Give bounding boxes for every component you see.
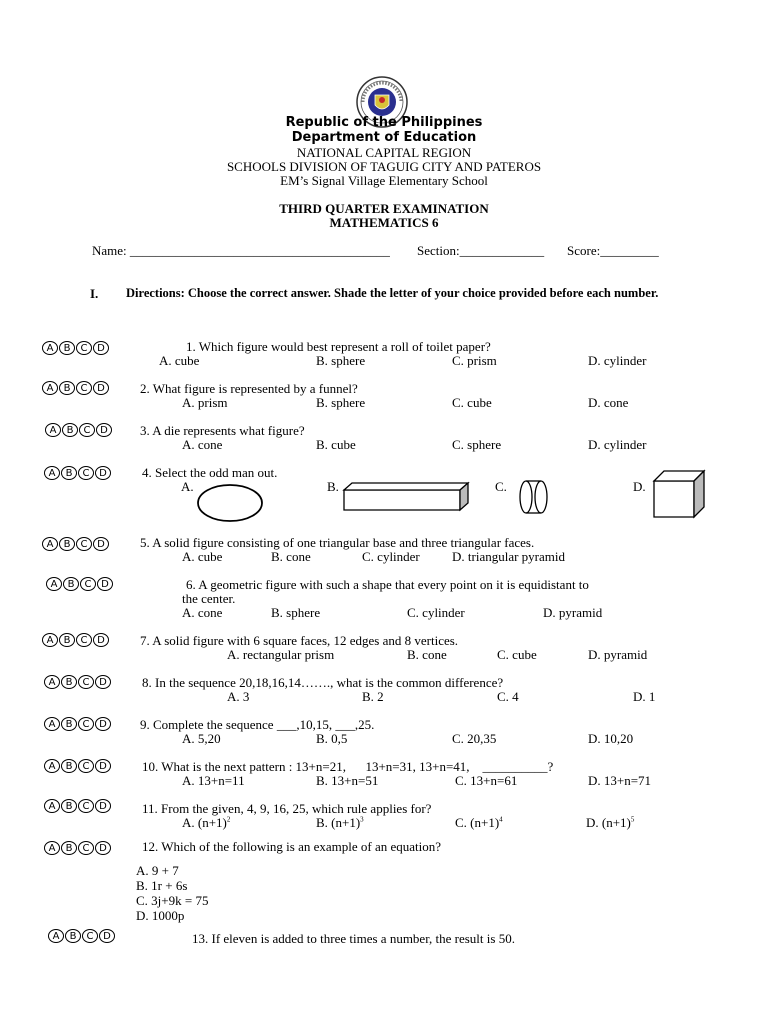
q4-choice-d: D. [633, 479, 646, 494]
question-7: 7. A solid figure with 6 square faces, 12 edges and 8 vertices. [140, 633, 459, 648]
q7-choice-c: C. cube [497, 647, 537, 662]
q1-choice-b: B. sphere [316, 353, 366, 368]
answer-bubble-b[interactable]: B [65, 929, 81, 943]
q3-choice-b: B. cube [316, 437, 356, 452]
school-heading: EM’s Signal Village Elementary School [280, 173, 488, 188]
q10-choice-d: D. 13+n=71 [588, 773, 652, 788]
q2-choice-d: D. cone [588, 395, 629, 410]
question-4: 4. Select the odd man out. [142, 465, 278, 480]
answer-bubble-a[interactable]: A [44, 799, 60, 813]
answer-bubbles-q9 [44, 717, 111, 731]
q7-choice-a: A. rectangular prism [227, 647, 335, 662]
answer-bubble-a[interactable]: A [44, 759, 60, 773]
question-10: 10. What is the next pattern : 13+n=21, 13+n=31, 13+n=41, __________? [142, 759, 554, 774]
answer-bubble-c[interactable]: C [82, 929, 98, 943]
answer-bubble-a[interactable]: A [44, 717, 60, 731]
question-3: 3. A die represents what figure? [140, 423, 305, 438]
answer-bubble-d[interactable]: D [95, 799, 111, 813]
question-6: 6. A geometric figure with such a shape that every point on it is equidistant to [186, 577, 589, 592]
q11-choice-a: A. $(n+1)^2$ [182, 815, 231, 830]
answer-bubble-b[interactable]: B [59, 381, 75, 395]
answer-bubbles-q10 [44, 759, 111, 773]
question-9: 9. Complete the sequence ___,10,15, ___,25. [140, 717, 375, 732]
answer-bubbles-q5 [42, 537, 109, 551]
answer-bubble-c[interactable]: C [78, 466, 94, 480]
answer-bubble-b[interactable]: B [62, 423, 78, 437]
answer-bubble-c[interactable]: C [78, 759, 94, 773]
answer-bubble-c[interactable]: C [78, 717, 94, 731]
answer-bubble-b[interactable]: B [61, 841, 77, 855]
directions-text: Directions: Choose the correct answer. Shade the letter of your choice provided before each number. [126, 286, 659, 300]
q6-choice-b: B. sphere [271, 605, 321, 620]
q5-choice-d: D. triangular pyramid [452, 549, 565, 564]
answer-bubble-d[interactable]: D [93, 633, 109, 647]
department-heading: Department of Education [291, 130, 477, 145]
q6-choice-a: A. cone [182, 605, 223, 620]
answer-bubble-b[interactable]: B [59, 633, 75, 647]
score-field[interactable]: Score:_________ [567, 243, 659, 258]
division-heading: SCHOOLS DIVISION OF TAGUIG CITY AND PATEROS [226, 159, 542, 174]
answer-bubble-d[interactable]: D [93, 341, 109, 355]
q1-choice-d: D. cylinder [588, 353, 647, 368]
answer-bubble-c[interactable]: C [76, 633, 92, 647]
q2-choice-a: A. prism [182, 395, 228, 410]
answer-bubble-b[interactable]: B [61, 466, 77, 480]
q12-choice-c: C. 3j+9k = 75 [136, 893, 209, 908]
answer-bubbles-q2 [42, 381, 109, 395]
q1-choice-c: C. prism [452, 353, 497, 368]
answer-bubble-a[interactable]: A [44, 466, 60, 480]
answer-bubble-d[interactable]: D [95, 717, 111, 731]
answer-bubble-d[interactable]: D [93, 537, 109, 551]
answer-bubbles-q13 [48, 929, 115, 943]
q11-choice-c: C. $(n+1)^4$ [455, 815, 503, 830]
answer-bubble-c[interactable]: C [76, 341, 92, 355]
cylinder-figure [517, 478, 551, 516]
answer-bubbles-q12 [44, 841, 111, 855]
answer-bubbles-q8 [44, 675, 111, 689]
answer-bubble-d[interactable]: D [95, 466, 111, 480]
answer-bubble-b[interactable]: B [59, 341, 75, 355]
q12-choice-a: A. 9 + 7 [136, 863, 179, 878]
answer-bubble-d[interactable]: D [95, 759, 111, 773]
answer-bubble-a[interactable]: A [44, 841, 60, 855]
part-numeral: I. [90, 286, 99, 301]
q12-choice-d: D. 1000p [136, 908, 185, 923]
question-6-cont: the center. [182, 591, 236, 606]
q9-choice-c: C. 20,35 [452, 731, 497, 746]
answer-bubble-d[interactable]: D [93, 381, 109, 395]
answer-bubbles-q6 [46, 577, 113, 591]
answer-bubble-a[interactable]: A [46, 577, 62, 591]
exam-title: THIRD QUARTER EXAMINATION [279, 201, 489, 216]
answer-bubbles-q11 [44, 799, 111, 813]
q8-choice-d: D. 1 [633, 689, 656, 704]
question-13: 13. If eleven is added to three times a number, the result is 50. [192, 931, 515, 946]
q2-choice-b: B. sphere [316, 395, 366, 410]
q9-choice-a: A. 5,20 [182, 731, 221, 746]
q5-choice-b: B. cone [271, 549, 311, 564]
answer-bubble-a[interactable]: A [42, 537, 58, 551]
answer-bubble-d[interactable]: D [95, 841, 111, 855]
q8-choice-a: A. 3 [227, 689, 250, 704]
answer-bubble-b[interactable]: B [63, 577, 79, 591]
q11-choice-b: B. $(n+1)^3$ [316, 815, 364, 830]
answer-bubble-d[interactable]: D [97, 577, 113, 591]
answer-bubble-c[interactable]: C [79, 423, 95, 437]
answer-bubble-d[interactable]: D [96, 423, 112, 437]
question-5: 5. A solid figure consisting of one triangular base and three triangular faces. [140, 535, 535, 550]
q6-choice-d: D. pyramid [543, 605, 603, 620]
subject-title: MATHEMATICS 6 [329, 215, 439, 230]
q12-choice-b: B. 1r + 6s [136, 878, 188, 893]
answer-bubble-c[interactable]: C [80, 577, 96, 591]
answer-bubble-b[interactable]: B [61, 717, 77, 731]
republic-heading: Republic of the Philippines [285, 115, 483, 130]
q9-choice-d: D. 10,20 [588, 731, 634, 746]
name-field[interactable]: Name: ________________________________________ [92, 243, 390, 258]
q6-choice-c: C. cylinder [407, 605, 465, 620]
q11-choice-d: D. $(n+1)^5$ [586, 815, 635, 830]
q5-choice-a: A. cube [182, 549, 223, 564]
q8-choice-c: C. 4 [497, 689, 519, 704]
answer-bubble-d[interactable]: D [99, 929, 115, 943]
q7-choice-d: D. pyramid [588, 647, 648, 662]
rectangular-prism-figure [342, 480, 470, 514]
q4-choice-c: C. [495, 479, 507, 494]
q7-choice-b: B. cone [407, 647, 447, 662]
question-11: 11. From the given, 4, 9, 16, 25, which rule applies for? [142, 801, 432, 816]
answer-bubble-c[interactable]: C [78, 675, 94, 689]
answer-bubbles-q7 [42, 633, 109, 647]
q2-choice-c: C. cube [452, 395, 492, 410]
answer-bubble-c[interactable]: C [76, 537, 92, 551]
answer-bubble-c[interactable]: C [78, 799, 94, 813]
answer-bubble-b[interactable]: B [59, 537, 75, 551]
answer-bubble-b[interactable]: B [61, 675, 77, 689]
answer-bubble-a[interactable]: A [42, 633, 58, 647]
q3-choice-a: A. cone [182, 437, 223, 452]
answer-bubble-b[interactable]: B [61, 759, 77, 773]
cube-figure [652, 469, 708, 519]
answer-bubble-b[interactable]: B [61, 799, 77, 813]
q10-choice-b: B. 13+n=51 [316, 773, 379, 788]
circle-figure [196, 484, 266, 524]
answer-bubbles-q1 [42, 341, 109, 355]
q5-choice-c: C. cylinder [362, 549, 420, 564]
region-heading: NATIONAL CAPITAL REGION [296, 145, 472, 160]
answer-bubble-a[interactable]: A [44, 675, 60, 689]
question-1: 1. Which figure would best represent a roll of toilet paper? [186, 339, 491, 354]
answer-bubble-a[interactable]: A [48, 929, 64, 943]
q10-choice-c: C. 13+n=61 [455, 773, 518, 788]
question-12: 12. Which of the following is an example of an equation? [142, 839, 442, 854]
q3-choice-d: D. cylinder [588, 437, 647, 452]
question-2: 2. What figure is represented by a funnel? [140, 381, 358, 396]
q3-choice-c: C. sphere [452, 437, 502, 452]
q1-choice-a: A. cube [159, 353, 200, 368]
question-8: 8. In the sequence 20,18,16,14……., what is the common difference? [142, 675, 504, 690]
q4-choice-b: B. [327, 479, 339, 494]
q10-choice-a: A. 13+n=11 [182, 773, 245, 788]
q8-choice-b: B. 2 [362, 689, 384, 704]
answer-bubble-a[interactable]: A [42, 381, 58, 395]
answer-bubbles-q3 [45, 423, 112, 437]
answer-bubble-c[interactable]: C [76, 381, 92, 395]
section-field[interactable]: Section:_____________ [417, 243, 545, 258]
q4-choice-a: A. [181, 479, 194, 494]
answer-bubble-a[interactable]: A [45, 423, 61, 437]
answer-bubbles-q4 [44, 466, 111, 480]
answer-bubble-c[interactable]: C [78, 841, 94, 855]
q9-choice-b: B. 0,5 [316, 731, 348, 746]
answer-bubble-a[interactable]: A [42, 341, 58, 355]
answer-bubble-d[interactable]: D [95, 675, 111, 689]
